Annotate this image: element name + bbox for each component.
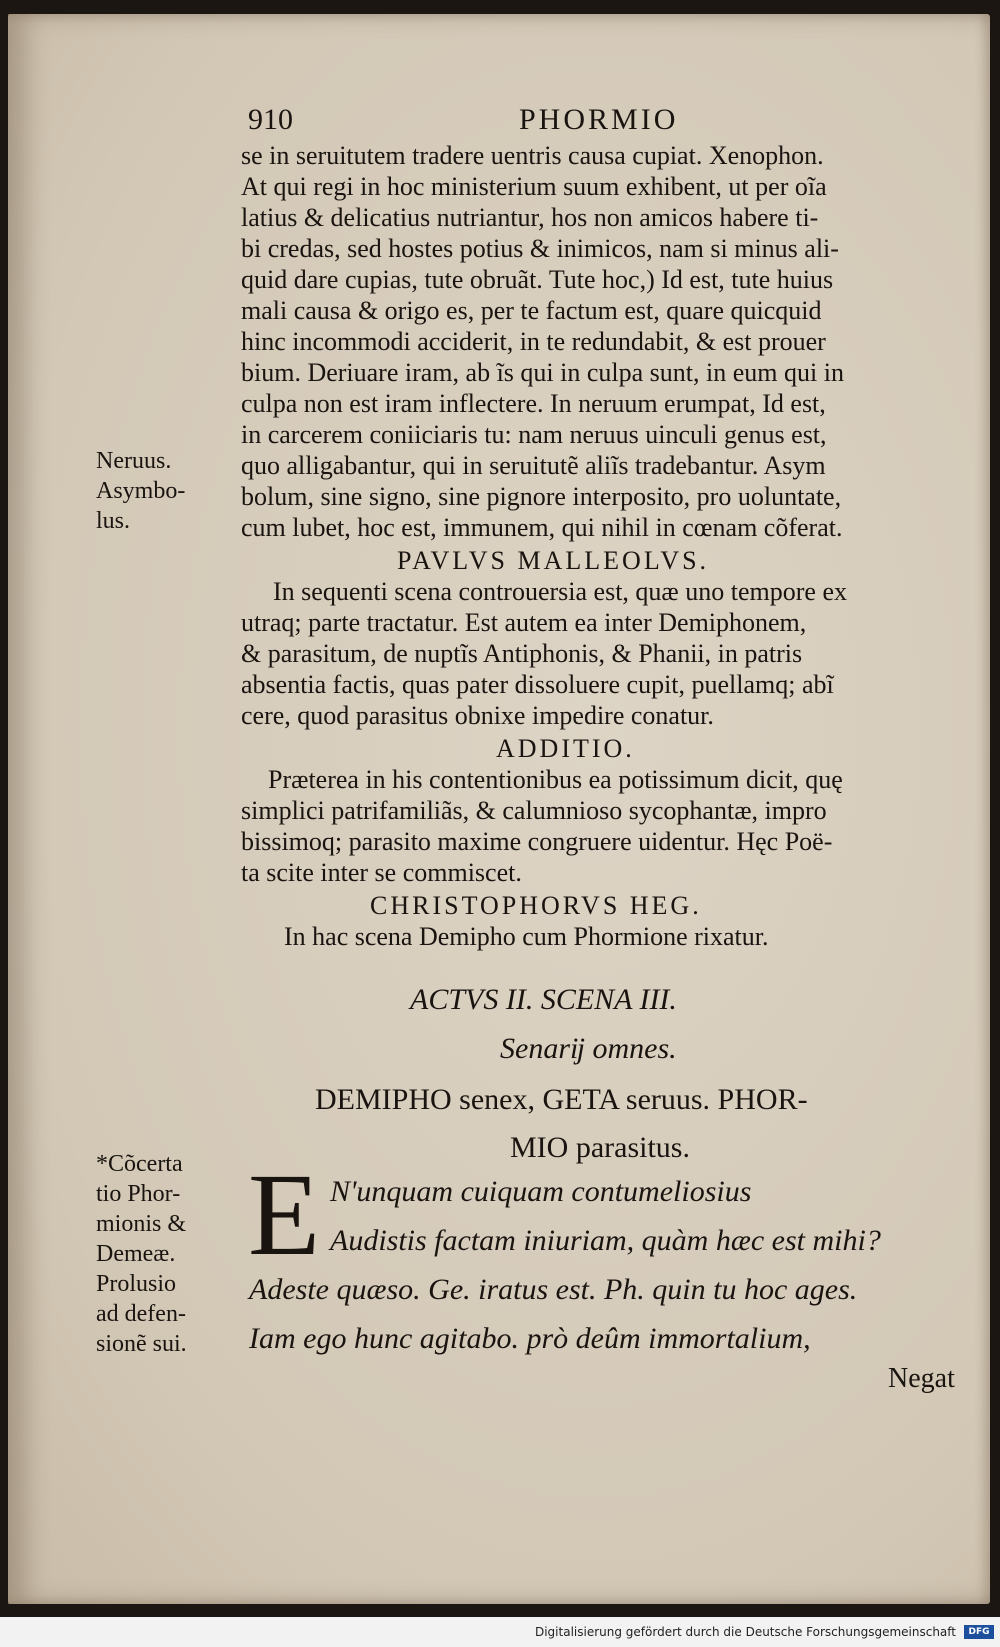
- commentary-line: latius & delicatius nutriantur, hos non amicos habere ti-: [241, 203, 819, 232]
- malleolus-line: In sequenti scena controuersia est, quæ uno tempore ex: [273, 577, 847, 606]
- margin-note-concertatio: Demeæ.: [96, 1241, 176, 1267]
- section-heading-hegendorf: CHRISTOPHORVS HEG.: [370, 891, 702, 920]
- additio-line: Præterea in his contentionibus ea potissimum dicit, quę: [268, 765, 843, 794]
- malleolus-line: absentia factis, quas pater dissoluere cupit, puellamq; abĩ: [241, 670, 834, 699]
- verse-line: Iam ego hunc agitabo. prò deûm immortalium,: [249, 1322, 811, 1355]
- margin-note-concertatio: ad defen-: [96, 1301, 186, 1327]
- margin-note-asymbolus: lus.: [96, 508, 131, 534]
- commentary-line: hinc incommodi acciderit, in te redundabit, & est prouer: [241, 327, 826, 356]
- section-heading-additio: ADDITIO.: [496, 734, 635, 763]
- margin-note-concertatio: mionis &: [96, 1211, 187, 1237]
- scene-meter: Senarĳ omnes.: [500, 1032, 677, 1065]
- commentary-line: cum lubet, hoc est, immunem, qui nihil in cœnam cõferat.: [241, 513, 843, 542]
- commentary-line: quid dare cupias, tute obruãt. Tute hoc,) Id est, tute huius: [241, 265, 834, 294]
- drop-cap-initial: E: [248, 1149, 321, 1280]
- dfg-logo: DFG: [964, 1625, 994, 1639]
- section-heading-malleolus: PAVLVS MALLEOLVS.: [397, 546, 710, 575]
- verse-line: Adeste quæso. Ge. iratus est. Ph. quin tu hoc ages.: [249, 1273, 858, 1306]
- margin-note-concertatio: sionẽ sui.: [96, 1331, 187, 1357]
- commentary-line: mali causa & origo es, per te factum est, quare quicquid: [241, 296, 822, 325]
- hegendorf-line: In hac scena Demipho cum Phormione rixatur.: [284, 922, 769, 951]
- commentary-line: quo alligabantur, qui in seruitutẽ aliĩs tradebantur. Asym: [241, 451, 826, 480]
- malleolus-line: utraq; parte tractatur. Est autem ea inter Demiphonem,: [241, 608, 807, 637]
- margin-note-concertatio: Prolusio: [96, 1271, 177, 1297]
- commentary-line: bolum, sine signo, sine pignore interposito, pro uoluntate,: [241, 482, 842, 511]
- margin-note-concertatio: tio Phor-: [96, 1181, 181, 1207]
- additio-line: ta scite inter se commiscet.: [241, 858, 522, 887]
- malleolus-line: cere, quod parasitus obnixe impedire conatur.: [241, 701, 714, 730]
- margin-note-concertatio: *Cõcerta: [96, 1151, 183, 1177]
- scene-title: ACTVS II. SCENA III.: [410, 983, 677, 1016]
- commentary-line: culpa non est iram inflectere. In neruum erumpat, Id est,: [241, 389, 826, 418]
- additio-line: simplici patrifamiliãs, & calumnioso sycophantæ, impro: [241, 796, 827, 825]
- verse-line: Audistis factam iniuriam, quàm hæc est mihi?: [330, 1224, 881, 1257]
- running-title: PHORMIO: [519, 103, 679, 136]
- margin-note-neruus: Neruus.: [96, 448, 172, 474]
- page-number: 910: [248, 103, 293, 136]
- commentary-line: At qui regi in hoc ministerium suum exhibent, ut per oĩa: [241, 172, 827, 201]
- footer-credit: Digitalisierung gefördert durch die Deutsche Forschungsgemeinschaft: [534, 1625, 956, 1639]
- verse-line: N'unquam cuiquam contumeliosius: [330, 1175, 752, 1208]
- scene-cast-line: DEMIPHO senex, GETA seruus. PHOR-: [315, 1083, 808, 1116]
- commentary-line: in carcerem coniiciaris tu: nam neruus uinculi genus est,: [241, 420, 827, 449]
- scene-cast-line: MIO parasitus.: [510, 1131, 690, 1164]
- additio-line: bissimoq; parasito maxime congruere uidentur. Hęc Poë-: [241, 827, 833, 856]
- commentary-line: bium. Deriuare iram, ab ĩs qui in culpa sunt, in eum qui in: [241, 358, 844, 387]
- margin-note-asymbolus: Asymbo-: [96, 478, 186, 504]
- malleolus-line: & parasitum, de nuptĩs Antiphonis, & Phanii, in patris: [241, 639, 803, 668]
- digitization-footer: [0, 1617, 1000, 1647]
- commentary-line: bi credas, sed hostes potius & inimicos, nam si minus ali-: [241, 234, 839, 263]
- catchword: Negat: [888, 1363, 955, 1394]
- commentary-line: se in seruitutem tradere uentris causa cupiat. Xenophon.: [241, 141, 824, 170]
